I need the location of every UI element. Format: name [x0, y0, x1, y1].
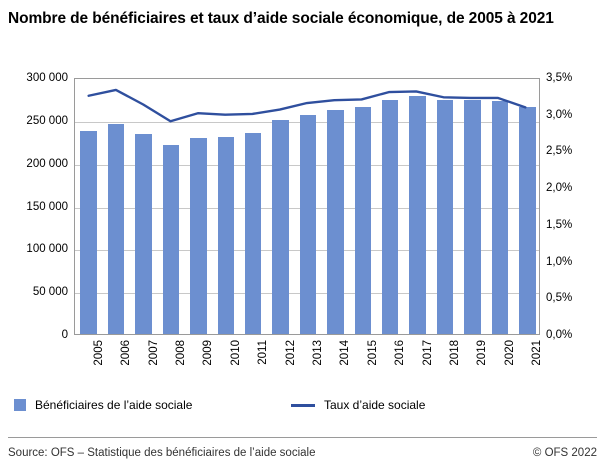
x-axis-tick-label: 2016 — [394, 340, 407, 366]
x-axis-tick-label: 2008 — [174, 340, 187, 366]
chart-legend — [8, 398, 597, 420]
x-axis-tick-label: 2019 — [476, 340, 489, 366]
x-axis-tick-label: 2005 — [92, 340, 105, 366]
y-left-tick-label: 100 000 — [26, 243, 68, 256]
x-axis-tick-label: 2010 — [229, 340, 242, 366]
x-axis-tick-label: 2014 — [339, 340, 352, 366]
y-axis-right — [546, 72, 600, 344]
y-right-tick-label: 1,0% — [546, 255, 573, 268]
y-axis-left — [8, 72, 68, 344]
y-right-tick-label: 1,5% — [546, 218, 573, 231]
bar-swatch-icon — [14, 399, 26, 411]
x-axis-tick-label: 2021 — [531, 340, 544, 366]
x-axis-tick-label: 2009 — [202, 340, 215, 366]
y-right-tick-label: 3,5% — [546, 72, 573, 84]
y-right-tick-label: 2,0% — [546, 182, 573, 195]
legend-label: Taux d’aide sociale — [324, 398, 426, 412]
legend-item-beneficiaires — [14, 398, 192, 412]
y-left-tick-label: 200 000 — [26, 157, 68, 170]
y-right-tick-label: 0,5% — [546, 292, 573, 305]
y-right-tick-label: 0,0% — [546, 329, 573, 341]
legend-label: Bénéficiaires de l’aide sociale — [35, 398, 193, 412]
x-axis-tick-label: 2013 — [312, 340, 324, 366]
x-axis-tick-label: 2007 — [147, 340, 160, 366]
footer-divider — [8, 437, 597, 438]
legend-item-taux — [291, 398, 425, 412]
y-left-tick-label: 50 000 — [32, 286, 68, 299]
x-axis-tick-label: 2020 — [503, 340, 516, 366]
x-axis-tick-label: 2006 — [120, 340, 133, 366]
source-note: Source: OFS – Statistique des bénéficiaires de l’aide sociale — [8, 447, 316, 459]
plot-area — [8, 72, 597, 366]
plot-frame — [74, 78, 540, 335]
x-axis-labels — [74, 340, 544, 400]
y-right-tick-label: 2,5% — [546, 145, 573, 158]
y-left-tick-label: 250 000 — [26, 114, 68, 127]
y-left-tick-label: 150 000 — [26, 200, 68, 213]
x-axis-tick-label: 2018 — [449, 340, 462, 366]
line-series — [75, 79, 539, 334]
x-axis-tick-label: 2011 — [257, 340, 270, 365]
x-axis-tick-label: 2017 — [421, 340, 434, 366]
page-title: Nombre de bénéficiaires et taux d’aide sociale économique, de 2005 à 2021 — [8, 10, 554, 27]
y-left-tick-label: 0 — [61, 329, 68, 341]
x-axis-tick-label: 2012 — [284, 340, 297, 366]
y-left-tick-label: 300 000 — [26, 72, 68, 84]
copyright-note: © OFS 2022 — [532, 447, 597, 459]
line-swatch-icon — [291, 404, 315, 407]
y-right-tick-label: 3,0% — [546, 108, 573, 121]
x-axis-tick-label: 2015 — [366, 340, 379, 366]
